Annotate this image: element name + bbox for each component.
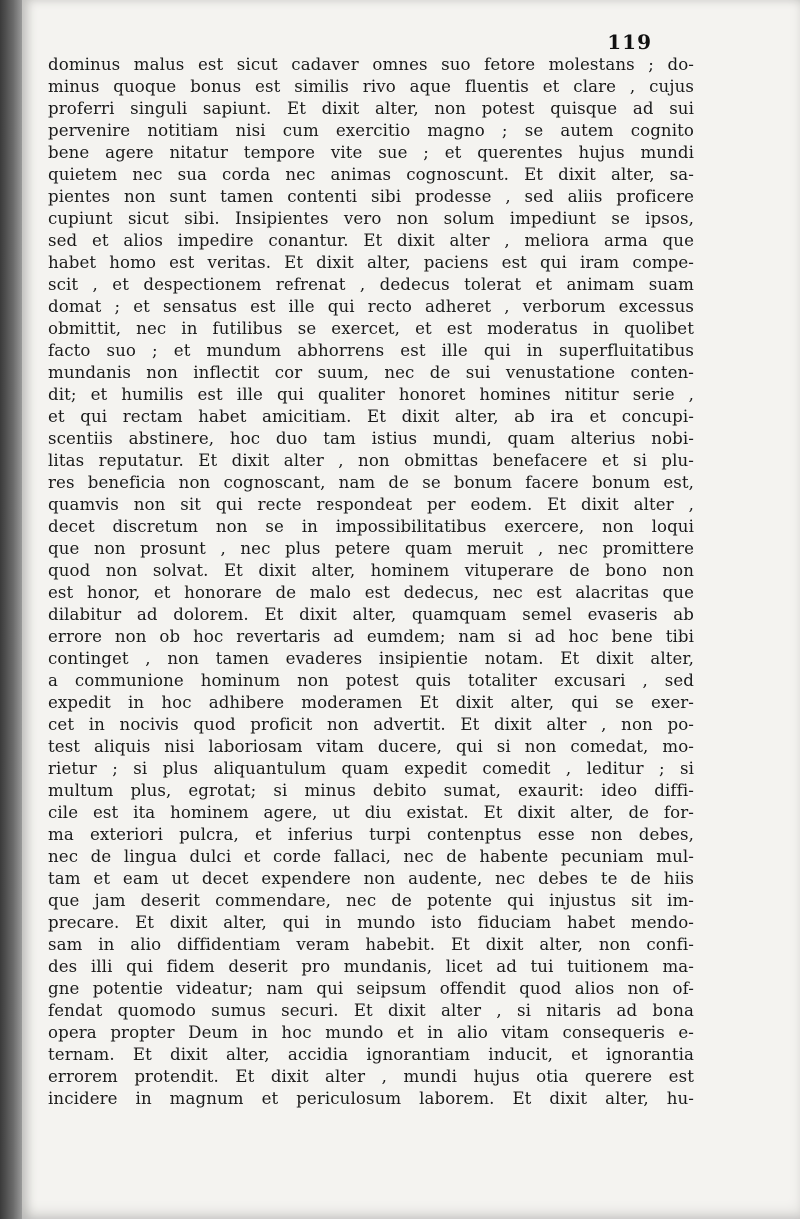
text-line: rietur ; si plus aliquantulum quam expedit comedit , leditur ; si: [48, 759, 694, 778]
text-line: dit; et humilis est ille qui qualiter honoret homines nititur serie ,: [48, 385, 694, 404]
text-line: litas reputatur. Et dixit alter , non obmittas benefacere et si plu-: [48, 451, 694, 470]
text-line: mundanis non inflectit cor suum, nec de sui venustatione conten-: [48, 363, 694, 382]
text-line: minus quoque bonus est similis rivo aque fluentis et clare , cujus: [48, 77, 694, 96]
text-line: cet in nocivis quod proficit non advertit. Et dixit alter , non po-: [48, 715, 694, 734]
text-line: quamvis non sit qui recte respondeat per eodem. Et dixit alter ,: [48, 495, 694, 514]
text-line: sam in alio diffidentiam veram habebit. Et dixit alter, non confi-: [48, 935, 694, 954]
text-line: facto suo ; et mundum abhorrens est ille qui in superfluitatibus: [48, 341, 694, 360]
body-text: [48, 54, 694, 1110]
text-line: test aliquis nisi laboriosam vitam ducere, qui si non comedat, mo-: [48, 737, 694, 756]
text-line: incidere in magnum et periculosum laborem. Et dixit alter, hu-: [48, 1089, 694, 1108]
text-line: pientes non sunt tamen contenti sibi prodesse , sed aliis proficere: [48, 187, 694, 206]
text-line: et qui rectam habet amicitiam. Et dixit alter, ab ira et concupi-: [48, 407, 694, 426]
text-line: nec de lingua dulci et corde fallaci, nec de habente pecuniam mul-: [48, 847, 694, 866]
text-line: precare. Et dixit alter, qui in mundo isto fiduciam habet mendo-: [48, 913, 694, 932]
text-line: errore non ob hoc revertaris ad eumdem; nam si ad hoc bene tibi: [48, 627, 694, 646]
text-line: errorem protendit. Et dixit alter , mundi hujus otia querere est: [48, 1067, 694, 1086]
text-line: tam et eam ut decet expendere non audente, nec debes te de hiis: [48, 869, 694, 888]
book-page: [22, 0, 800, 1219]
text-line: gne potentie videatur; nam qui seipsum offendit quod alios non of-: [48, 979, 694, 998]
text-line: continget , non tamen evaderes insipientie notam. Et dixit alter,: [48, 649, 694, 668]
text-line: scentiis abstinere, hoc duo tam istius mundi, quam alterius nobi-: [48, 429, 694, 448]
text-line: fendat quomodo sumus securi. Et dixit alter , si nitaris ad bona: [48, 1001, 694, 1020]
text-line: multum plus, egrotat; si minus debito sumat, exaurit: ideo diffi-: [48, 781, 694, 800]
text-line: a communione hominum non potest quis totaliter excusari , sed: [48, 671, 694, 690]
page-number: 119: [607, 30, 652, 54]
text-line: obmittit, nec in futilibus se exercet, et est moderatus in quolibet: [48, 319, 694, 338]
text-line: ternam. Et dixit alter, accidia ignorantiam inducit, et ignorantia: [48, 1045, 694, 1064]
text-line: res beneficia non cognoscant, nam de se bonum facere bonum est,: [48, 473, 694, 492]
text-line: dilabitur ad dolorem. Et dixit alter, quamquam semel evaseris ab: [48, 605, 694, 624]
text-line: ma exteriori pulcra, et inferius turpi contenptus esse non debes,: [48, 825, 694, 844]
text-line: habet homo est veritas. Et dixit alter, paciens est qui iram compe-: [48, 253, 694, 272]
text-line: scit , et despectionem refrenat , dedecus tolerat et animam suam: [48, 275, 694, 294]
text-line: cupiunt sicut sibi. Insipientes vero non solum impediunt se ipsos,: [48, 209, 694, 228]
text-line: cile est ita hominem agere, ut diu existat. Et dixit alter, de for-: [48, 803, 694, 822]
text-line: quietem nec sua corda nec animas cognoscunt. Et dixit alter, sa-: [48, 165, 694, 184]
text-line: que jam deserit commendare, nec de potente qui injustus sit im-: [48, 891, 694, 910]
text-line: proferri singuli sapiunt. Et dixit alter, non potest quisque ad sui: [48, 99, 694, 118]
text-line: expedit in hoc adhibere moderamen Et dixit alter, qui se exer-: [48, 693, 694, 712]
text-line: quod non solvat. Et dixit alter, hominem vituperare de bono non: [48, 561, 694, 580]
text-line: que non prosunt , nec plus petere quam meruit , nec promittere: [48, 539, 694, 558]
text-line: opera propter Deum in hoc mundo et in alio vitam consequeris e-: [48, 1023, 694, 1042]
text-line: dominus malus est sicut cadaver omnes suo fetore molestans ; do-: [48, 55, 694, 74]
text-line: decet discretum non se in impossibilitatibus exercere, non loqui: [48, 517, 694, 536]
text-line: des illi qui fidem deserit pro mundanis, licet ad tui tuitionem ma-: [48, 957, 694, 976]
text-line: sed et alios impedire conantur. Et dixit alter , meliora arma que: [48, 231, 694, 250]
text-line: est honor, et honorare de malo est dedecus, nec est alacritas que: [48, 583, 694, 602]
binding-shadow: [0, 0, 22, 1219]
text-line: pervenire notitiam nisi cum exercitio magno ; se autem cognito: [48, 121, 694, 140]
text-line: domat ; et sensatus est ille qui recto adheret , verborum excessus: [48, 297, 694, 316]
text-line: bene agere nitatur tempore vite sue ; et querentes hujus mundi: [48, 143, 694, 162]
